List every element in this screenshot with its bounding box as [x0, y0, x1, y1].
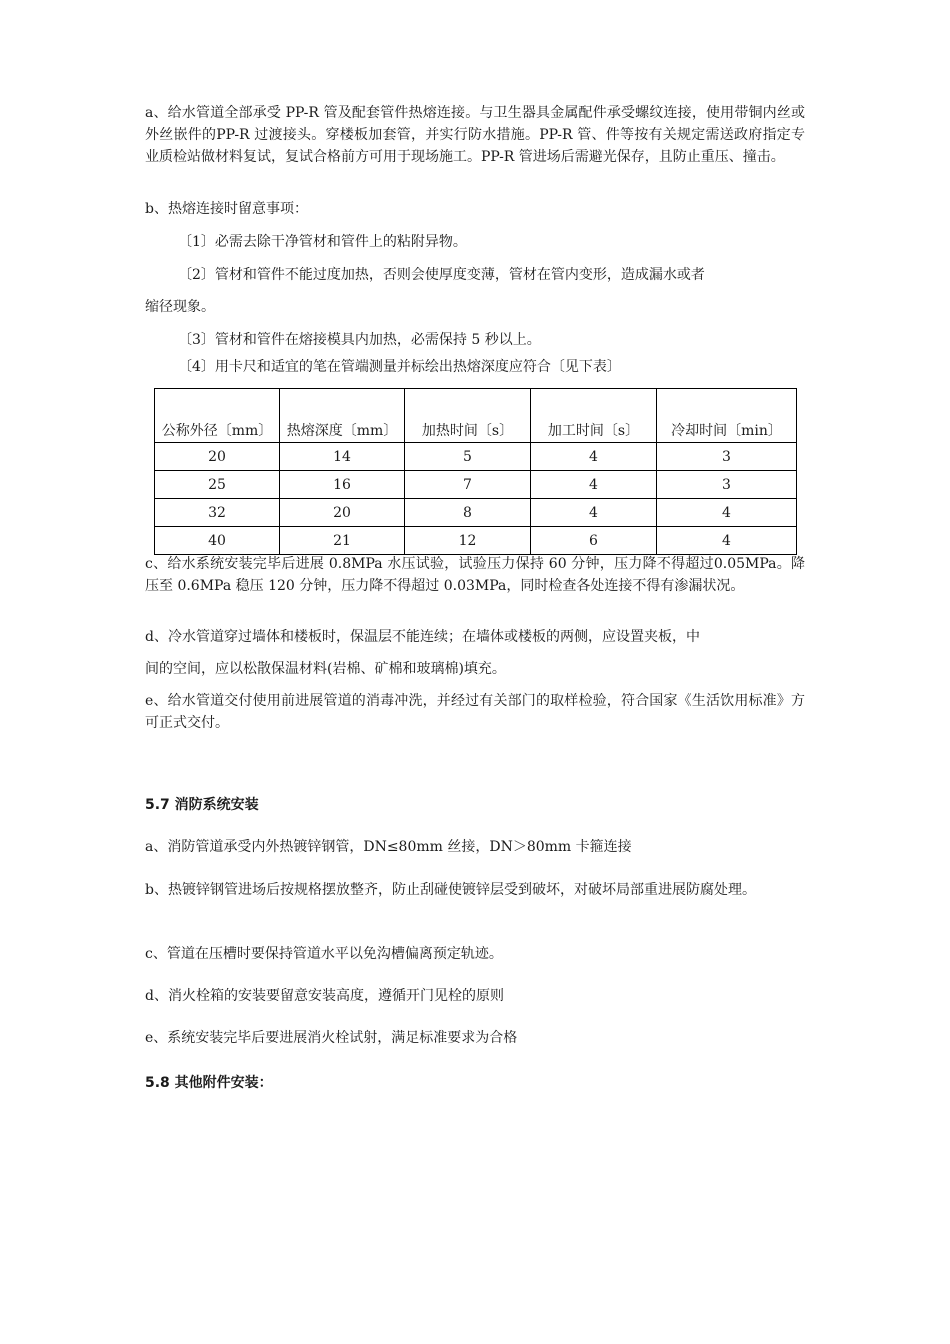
water-para-e: e、给水管道交付使用前进展管道的消毒冲洗，并经过有关部门的取样检验，符合国家《生活饮用标准》方可正式交付。 [145, 693, 805, 731]
table-cell: 5 [405, 443, 531, 471]
table-row [155, 527, 797, 555]
fire-para-d: d、消火栓箱的安装要留意安装高度，遵循开门见栓的原则 [145, 988, 504, 1004]
table-cell: 4 [531, 471, 657, 499]
table-header-cell: 冷却时间〔min〕 [657, 389, 797, 443]
water-item-2: 〔2〕管材和管件不能过度加热，否则会使厚度变薄，管材在管内变形，造成漏水或者 [178, 267, 705, 283]
water-para-b: b、热熔连接时留意事项： [145, 201, 308, 217]
table-cell: 6 [531, 527, 657, 555]
fire-para-c: c、管道在压槽时要保持管道水平以免沟槽偏离预定轨迹。 [145, 946, 503, 962]
water-item-4: 〔4〕用卡尺和适宜的笔在管端测量并标绘出热熔深度应符合〔见下表〕 [178, 359, 621, 375]
water-item-2-cont: 缩径现象。 [145, 299, 215, 315]
table-cell: 4 [531, 499, 657, 527]
table-cell: 32 [155, 499, 280, 527]
table-header-cell: 公称外径〔mm〕 [155, 389, 280, 443]
fire-para-a: a、消防管道承受内外热镀锌钢管，DN≤80mm 丝接，DN＞80mm 卡箍连接 [145, 839, 632, 855]
section-heading-fire: 5.7 消防系统安装 [145, 797, 259, 813]
table-cell: 20 [155, 443, 280, 471]
fire-para-b: b、热镀锌钢管进场后按规格摆放整齐，防止刮碰使镀锌层受到破坏，对破坏局部重进展防腐处理。 [145, 882, 756, 898]
hot-melt-spec-table [154, 388, 797, 555]
table-cell: 3 [657, 471, 797, 499]
table-row [155, 471, 797, 499]
table-cell: 4 [531, 443, 657, 471]
table-cell: 3 [657, 443, 797, 471]
table-cell: 4 [657, 499, 797, 527]
water-item-3: 〔3〕管材和管件在熔接模具内加热，必需保持 5 秒以上。 [178, 332, 541, 348]
water-para-d-line1: d、冷水管道穿过墙体和楼板时，保温层不能连续；在墙体或楼板的两侧，应设置夹板，中 [145, 629, 700, 645]
table-cell: 21 [280, 527, 405, 555]
water-para-d-line2: 间的空间，应以松散保温材料(岩棉、矿棉和玻璃棉)填充。 [145, 661, 506, 677]
table-header-cell: 热熔深度〔mm〕 [280, 389, 405, 443]
table-cell: 8 [405, 499, 531, 527]
water-item-1: 〔1〕必需去除干净管材和管件上的粘附异物。 [178, 234, 467, 250]
table-row [155, 443, 797, 471]
table-cell: 14 [280, 443, 405, 471]
table-cell: 25 [155, 471, 280, 499]
table-row [155, 499, 797, 527]
section-heading-other: 5.8 其他附件安装： [145, 1075, 273, 1091]
table-header-row [155, 389, 797, 443]
table-header-cell: 加热时间〔s〕 [405, 389, 531, 443]
water-para-c: c、给水系统安装完毕后进展 0.8MPa 水压试验，试验压力保持 60 分钟，压力降不得超过0.05MPa。降压至 0.6MPa 稳压 120 分钟，压力降不得超过 0.03MPa，同时检查各处连接不得有渗漏状况。 [145, 556, 805, 594]
table-cell: 16 [280, 471, 405, 499]
table-cell: 4 [657, 527, 797, 555]
fire-para-e: e、系统安装完毕后要进展消火栓试射，满足标准要求为合格 [145, 1030, 518, 1046]
table-cell: 7 [405, 471, 531, 499]
water-para-a: a、给水管道全部承受 PP-R 管及配套管件热熔连接。与卫生器具金属配件承受螺纹连接，使用带铜内丝或外丝嵌件的PP-R 过渡接头。穿楼板加套管，并实行防水措施。PP-R 管、件等按有关规定需送政府指定专业质检站做材料复试，复试合格前方可用于现场施工。PP-R 管进场后需避光保存，且防止重压、撞击。 [145, 105, 805, 165]
table-cell: 40 [155, 527, 280, 555]
table-header-cell: 加工时间〔s〕 [531, 389, 657, 443]
table-cell: 20 [280, 499, 405, 527]
table-cell: 12 [405, 527, 531, 555]
